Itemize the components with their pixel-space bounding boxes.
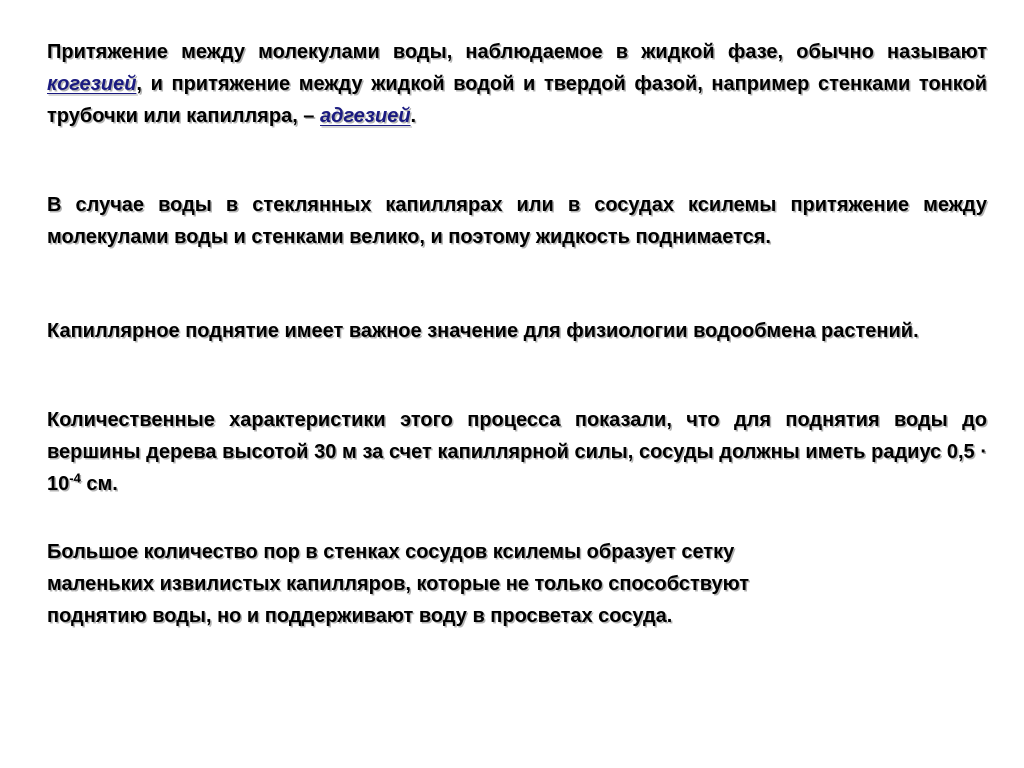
paragraph-text: . — [410, 105, 417, 127]
paragraph-capillary-rise — [47, 189, 987, 253]
paragraph-text: , и притяжение между жидкой водой и твердой фазой, например стенками тонкой трубочки или капилляра, – — [47, 73, 987, 127]
paragraph-text: Капиллярное поднятие имеет важное значение для физиологии водообмена растений. — [47, 320, 919, 342]
paragraph-text: Количественные характеристики этого процесса показали, что для поднятия воды до вершины дерева высотой 30 м за счет капиллярной силы, сосуды должны иметь радиус 0,5 · 10 — [47, 409, 987, 495]
cohesion-link[interactable]: когезией — [47, 73, 137, 95]
paragraph-line: поднятию воды, но и поддерживают воду в просветах сосуда. — [47, 605, 673, 627]
paragraph-cohesion-adhesion — [47, 36, 987, 132]
adhesion-link[interactable]: адгезией — [320, 105, 411, 127]
paragraph-line: маленьких извилистых капилляров, которые не только способствуют — [47, 573, 750, 595]
paragraph-text: В случае воды в стеклянных капиллярах или в сосудах ксилемы притяжение между молекулами воды и стенками велико, и поэтому жидкость поднимается. — [47, 194, 987, 248]
paragraph-line: Большое количество пор в стенках сосудов ксилемы образует сетку — [47, 541, 735, 563]
exponent: -4 — [69, 470, 81, 486]
paragraph-pores — [47, 536, 987, 632]
paragraph-text: см. — [80, 473, 118, 495]
paragraph-quantitative — [47, 404, 987, 500]
paragraph-importance — [47, 315, 987, 347]
paragraph-text: Притяжение между молекулами воды, наблюдаемое в жидкой фазе, обычно называют — [47, 41, 987, 63]
